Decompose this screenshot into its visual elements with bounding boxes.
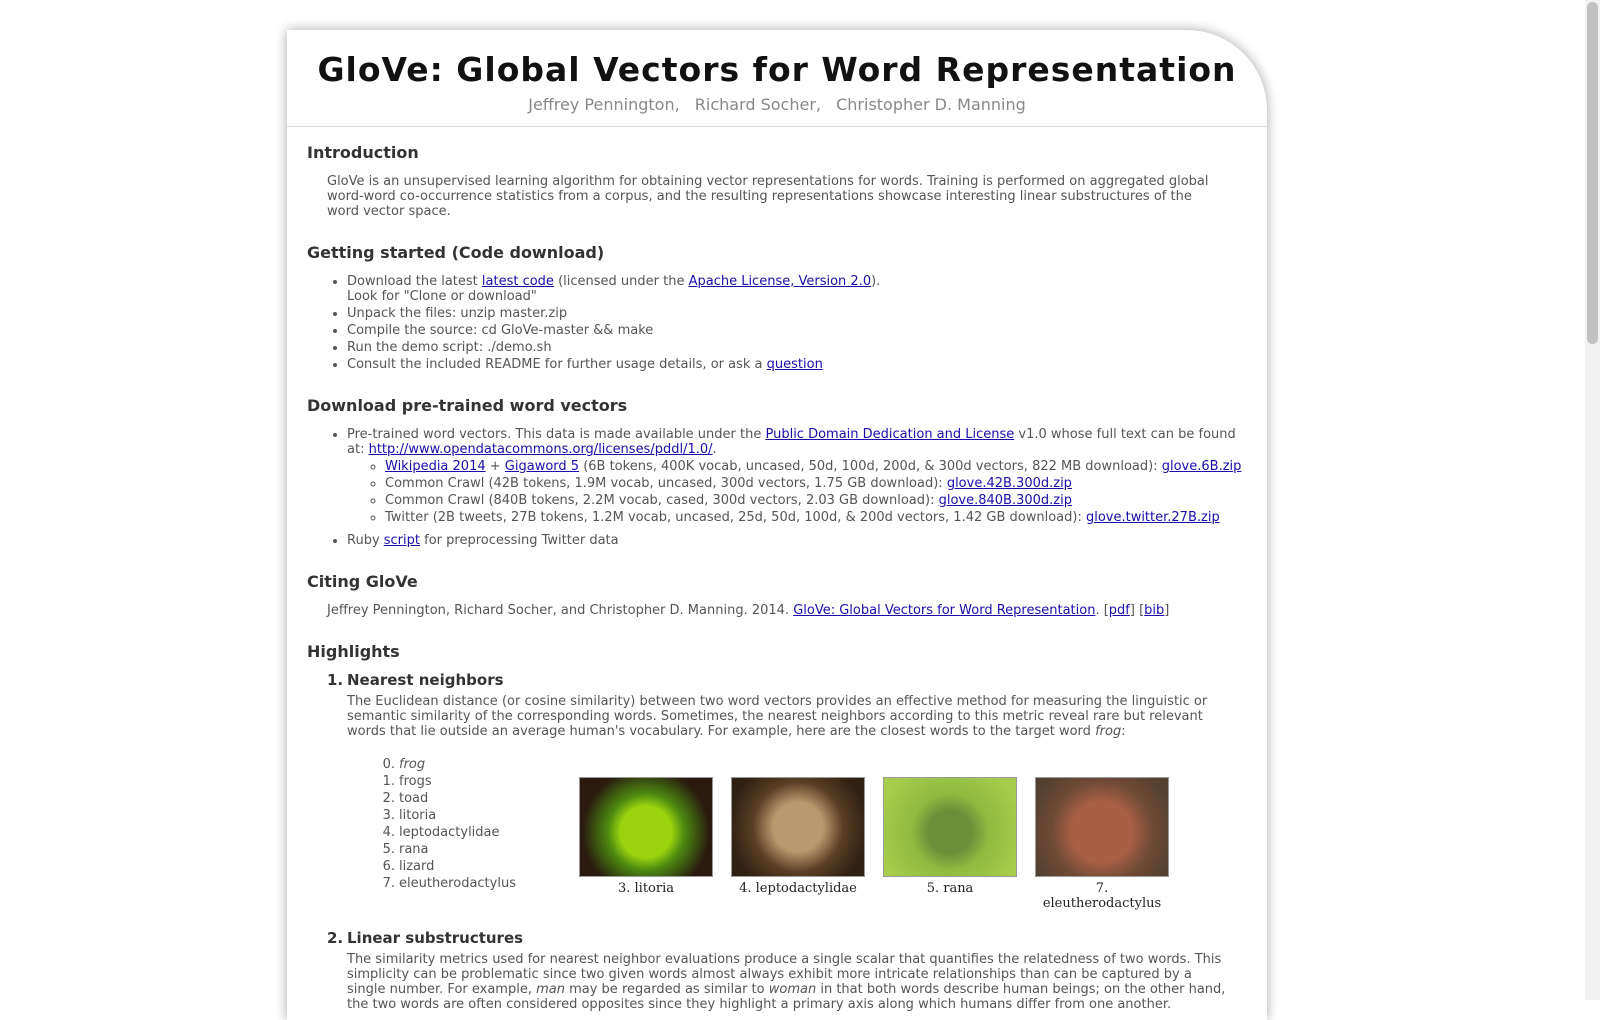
latest-code-link[interactable]: latest code xyxy=(481,274,554,289)
page-header xyxy=(287,30,1267,127)
highlights-section xyxy=(307,644,1247,1012)
list-item-text: + xyxy=(485,459,505,474)
neighbor-rank: 3. xyxy=(382,808,395,823)
leptodactylidae-photo xyxy=(731,777,865,877)
list-item xyxy=(347,427,1247,525)
highlight-title: Nearest neighbors xyxy=(347,671,504,689)
list-item-text: Ruby xyxy=(347,533,384,548)
list-item xyxy=(385,493,1247,508)
frog-gallery xyxy=(579,777,1187,911)
citation-punct: ] xyxy=(1164,603,1170,618)
highlight-body xyxy=(347,673,1227,911)
list-item xyxy=(347,533,1247,548)
neighbor-word: lizard xyxy=(399,859,435,874)
highlight-text-part: may be regarded as similar to xyxy=(564,982,769,997)
list-item-text: v1.0 whose full text can be found at: xyxy=(347,427,1236,457)
neighbor-list xyxy=(379,755,579,911)
pddl-link[interactable]: Public Domain Dedication and License xyxy=(765,427,1015,442)
question-link[interactable]: question xyxy=(766,357,823,372)
neighbor-rank: 6. xyxy=(382,859,395,874)
list-item-text: Download the latest xyxy=(347,274,482,289)
author-link-pennington[interactable]: Jeffrey Pennington xyxy=(528,95,675,114)
figure-caption: 7. eleutherodactylus xyxy=(1042,881,1162,911)
highlight-text-em: woman xyxy=(768,982,817,997)
neighbor-rank: 7. xyxy=(382,876,395,891)
list-item xyxy=(379,791,579,806)
highlight-text-part: The similarity metrics used for nearest neighbor evaluations produce a single scalar that quantifies the relatedness of two words. This simplicity can be problematic since two given words almost always exhibit more intricate relationships than can be captured by a single number. For example, xyxy=(347,952,1222,997)
figure-litoria xyxy=(579,777,713,911)
getting-started-section xyxy=(307,245,1247,372)
citation-punct: ] [ xyxy=(1129,603,1145,618)
nearest-neighbors-area xyxy=(347,755,1227,911)
citation-text xyxy=(327,603,1227,618)
author-list xyxy=(287,95,1267,114)
pdf-link[interactable]: pdf xyxy=(1108,603,1130,618)
citing-heading: Citing GloVe xyxy=(307,572,418,591)
vertical-scrollbar[interactable] xyxy=(1585,0,1600,1000)
neighbor-word: litoria xyxy=(399,808,437,823)
highlight-text-em: man xyxy=(536,982,565,997)
pretrained-list xyxy=(307,427,1247,548)
list-item xyxy=(379,774,579,789)
highlight-text-part: The Euclidean distance (or cosine similarity) between two word vectors provides an effective method for measuring the linguistic or semantic similarity of the corresponding words. Sometimes, the nearest neighbors according to this metric reveal rare but relevant words that lie outside an average human's vocabulary. For example, here are the closest words to the target word xyxy=(347,694,1208,739)
list-item-text: ). xyxy=(871,274,881,289)
neighbor-rank: 1. xyxy=(382,774,395,789)
figure-rana xyxy=(883,777,1017,911)
page-title: GloVe: Global Vectors for Word Representation xyxy=(317,50,1237,89)
glove-840b-download-link[interactable]: glove.840B.300d.zip xyxy=(938,493,1072,508)
list-item xyxy=(379,825,579,840)
highlight-text xyxy=(347,952,1227,1012)
list-item-text: Common Crawl (42B tokens, 1.9M vocab, uncased, 300d vectors, 1.75 GB download): xyxy=(385,476,947,491)
glove-twitter-download-link[interactable]: glove.twitter.27B.zip xyxy=(1085,510,1220,525)
neighbor-rank: 0. xyxy=(382,757,395,772)
list-item xyxy=(385,510,1247,525)
list-item: • Run the demo script: ./demo.sh xyxy=(347,340,1247,355)
highlight-number: 2. xyxy=(327,929,344,947)
highlight-text-part: : xyxy=(1121,724,1126,739)
list-item-text: for preprocessing Twitter data xyxy=(420,533,619,548)
ruby-script-link[interactable]: script xyxy=(383,533,420,548)
figure-eleutherodactylus xyxy=(1035,777,1169,911)
eleutherodactylus-photo xyxy=(1035,777,1169,877)
list-item xyxy=(385,476,1247,491)
apache-license-link[interactable]: Apache License, Version 2.0 xyxy=(688,274,872,289)
gigaword-link[interactable]: Gigaword 5 xyxy=(504,459,580,474)
list-item xyxy=(379,842,579,857)
citation-punct: . [ xyxy=(1095,603,1109,618)
list-item xyxy=(379,808,579,823)
pddl-url-link[interactable]: http://www.opendatacommons.org/licenses/pddl/1.0/ xyxy=(368,442,713,457)
figure-leptodactylidae xyxy=(731,777,865,911)
neighbor-word: frog xyxy=(399,757,426,772)
main-content xyxy=(287,127,1267,1012)
neighbor-word: rana xyxy=(399,842,429,857)
list-item xyxy=(347,274,1247,304)
list-item-text: Look for "Clone or download" xyxy=(347,289,537,304)
wikipedia-link[interactable]: Wikipedia 2014 xyxy=(385,459,486,474)
glove-42b-download-link[interactable]: glove.42B.300d.zip xyxy=(946,476,1072,491)
list-item-text: Pre-trained word vectors. This data is made available under the xyxy=(347,427,766,442)
author-separator: , xyxy=(674,95,680,114)
neighbor-rank: 5. xyxy=(382,842,395,857)
neighbor-word: eleutherodactylus xyxy=(399,876,516,891)
list-item-text: . xyxy=(712,442,717,457)
page-container xyxy=(287,30,1267,1020)
highlight-title: Linear substructures xyxy=(347,929,524,947)
highlight-text-em: frog xyxy=(1095,724,1122,739)
intro-heading: Introduction xyxy=(307,143,419,162)
figure-caption: 5. rana xyxy=(926,881,974,896)
pretrained-heading: Download pre-trained word vectors xyxy=(307,396,628,415)
list-item xyxy=(379,757,579,772)
getting-started-heading: Getting started (Code download) xyxy=(307,243,605,262)
list-item-text: Twitter (2B tweets, 27B tokens, 1.2M vocab, uncased, 25d, 50d, 100d, & 200d vectors, 1.42 GB download): xyxy=(385,510,1086,525)
author-separator: , xyxy=(815,95,822,114)
list-item-text: (licensed under the xyxy=(553,274,689,289)
glove-6b-download-link[interactable]: glove.6B.zip xyxy=(1161,459,1242,474)
highlight-nearest-neighbors xyxy=(327,673,1247,911)
vector-downloads-list xyxy=(347,459,1247,525)
author-link-socher[interactable]: Richard Socher xyxy=(694,95,816,114)
highlight-number: 1. xyxy=(327,671,344,689)
pretrained-section xyxy=(307,398,1247,548)
list-item xyxy=(385,459,1247,474)
getting-started-list xyxy=(307,274,1247,372)
highlight-text-part: in that both words describe human beings; on the other hand, the two words are often considered opposites since they highlight a primary axis along which humans differ from one another. xyxy=(347,982,1226,1012)
list-item: • Compile the source: cd GloVe-master && make xyxy=(347,323,1247,338)
list-item: • Unpack the files: unzip master.zip xyxy=(347,306,1247,321)
neighbor-word: toad xyxy=(399,791,429,806)
figure-caption: 4. leptodactylidae xyxy=(739,881,857,896)
litoria-photo xyxy=(579,777,713,877)
scrollbar-thumb[interactable] xyxy=(1587,2,1598,344)
list-item xyxy=(379,859,579,874)
paper-link[interactable]: GloVe: Global Vectors for Word Representation xyxy=(793,603,1096,618)
neighbor-rank: 2. xyxy=(382,791,395,806)
neighbor-word: frogs xyxy=(399,774,432,789)
list-item-text: Common Crawl (840B tokens, 2.2M vocab, cased, 300d vectors, 2.03 GB download): xyxy=(385,493,939,508)
bib-link[interactable]: bib xyxy=(1144,603,1165,618)
list-item-text: (6B tokens, 400K vocab, uncased, 50d, 100d, 200d, & 300d vectors, 822 MB download): xyxy=(579,459,1162,474)
rana-photo xyxy=(883,777,1017,877)
list-item xyxy=(347,357,1247,372)
author-link-manning[interactable]: Christopher D. Manning xyxy=(836,95,1026,114)
figure-caption: 3. litoria xyxy=(617,881,675,896)
citing-section xyxy=(307,574,1247,618)
list-item xyxy=(379,876,579,891)
neighbor-word: leptodactylidae xyxy=(399,825,500,840)
intro-text: GloVe is an unsupervised learning algorithm for obtaining vector representations for words. Training is performed on aggregated global word-word co-occurrence statistics from a corpus, and the resulting representations showcase interesting linear substructures of the word vector space. xyxy=(327,174,1209,219)
list-item-text: Consult the included README for further usage details, or ask a xyxy=(347,357,767,372)
citation-authors: Jeffrey Pennington, Richard Socher, and Christopher D. Manning. 2014. xyxy=(327,603,794,618)
intro-section xyxy=(307,145,1247,219)
neighbor-rank: 4. xyxy=(382,825,395,840)
highlight-text xyxy=(347,694,1227,739)
highlights-heading: Highlights xyxy=(307,642,400,661)
